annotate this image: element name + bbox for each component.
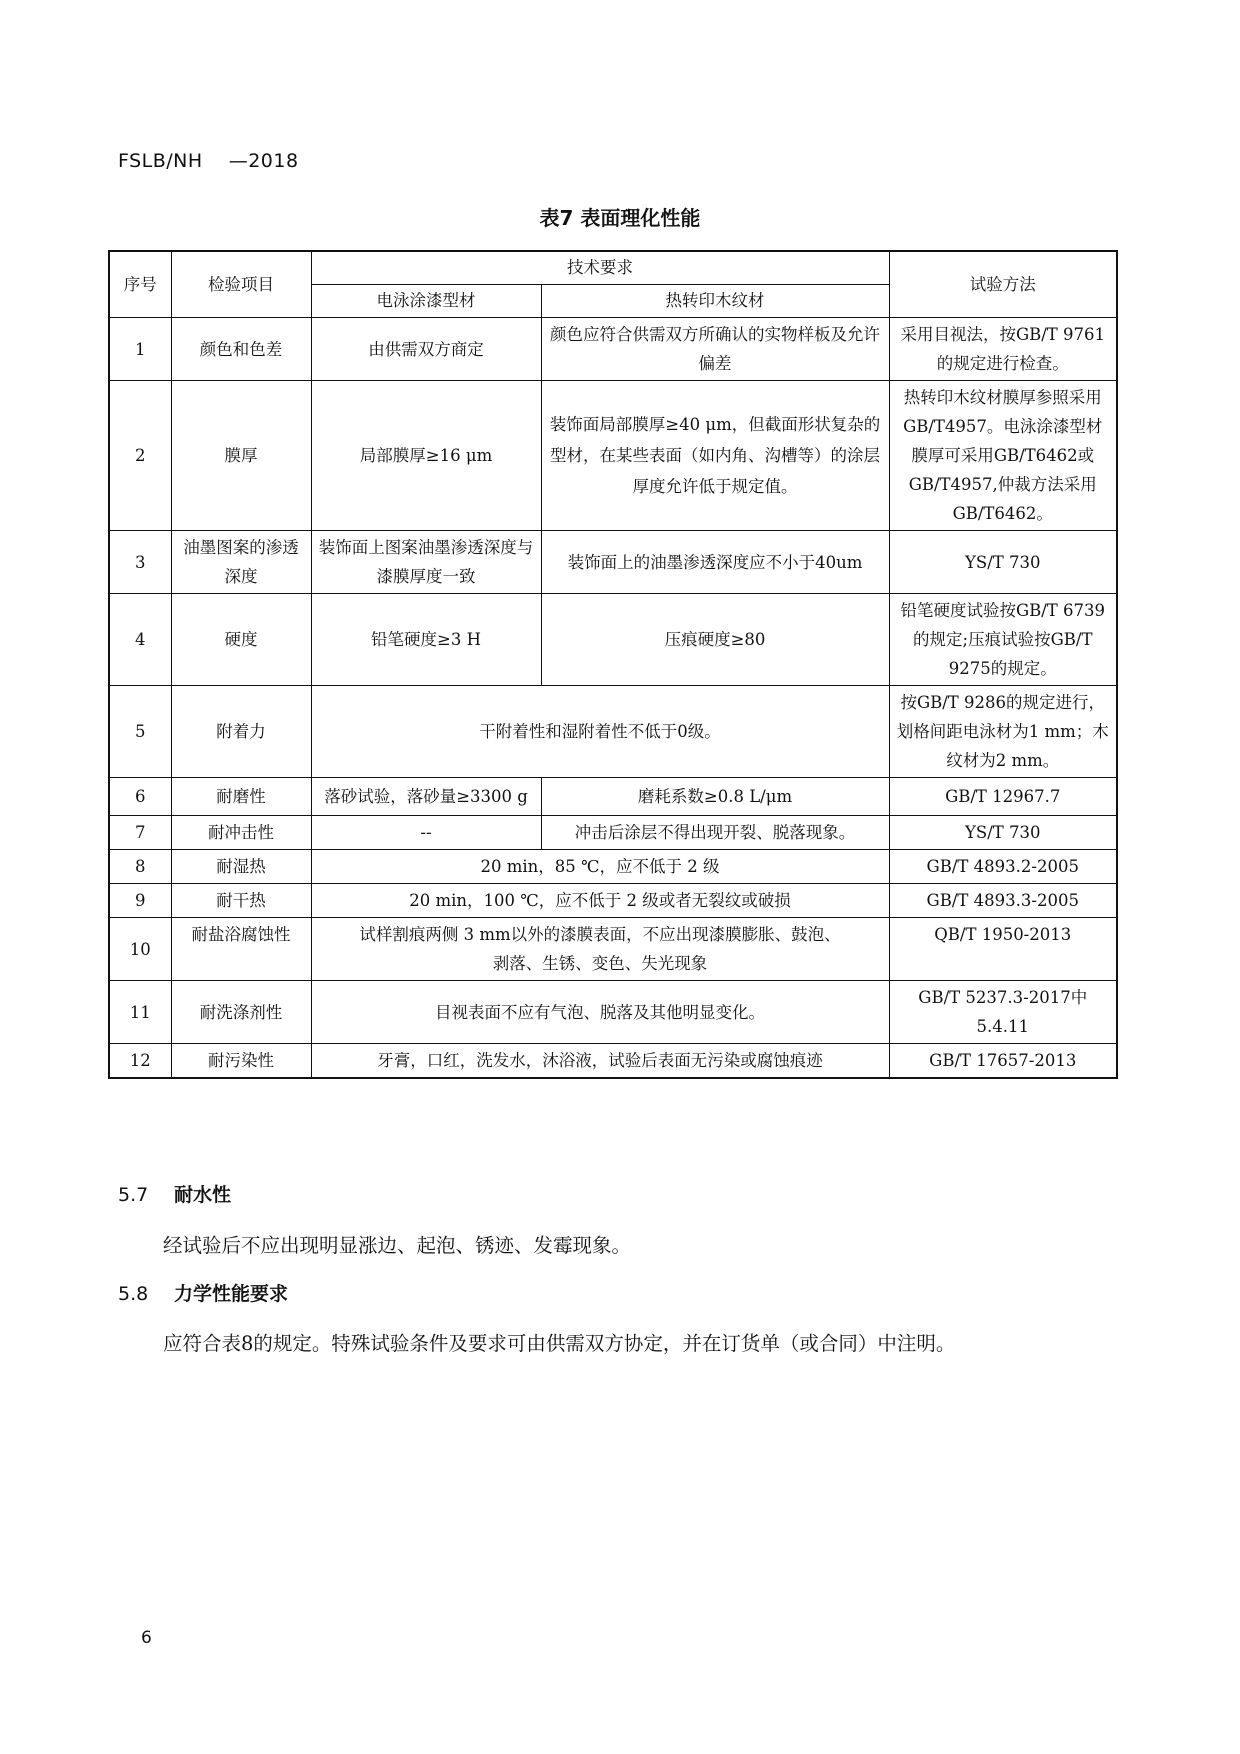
cell-method: GB/T 4893.3-2005 (889, 884, 1117, 918)
cell-item: 颜色和色差 (171, 318, 311, 381)
table-row (109, 1044, 1117, 1079)
table-row (109, 850, 1117, 884)
cell-method: QB/T 1950-2013 (889, 918, 1117, 981)
table-row (109, 778, 1117, 816)
header-method: 试验方法 (889, 251, 1117, 318)
section-number: 5.8 (118, 1283, 149, 1305)
cell-seq: 1 (109, 318, 171, 381)
standard-year: —2018 (228, 150, 299, 172)
cell-item: 耐干热 (171, 884, 311, 918)
cell-method: YS/T 730 (889, 531, 1117, 594)
cell-item: 耐盐浴腐蚀性 (171, 918, 311, 981)
cell-item: 膜厚 (171, 381, 311, 531)
table-header-row (109, 251, 1117, 285)
cell-method: 按GB/T 9286的规定进行，划格间距电泳材为1 mm；木纹材为2 mm。 (889, 686, 1117, 778)
cell-electrophoretic: 装饰面上图案油墨渗透深度与漆膜厚度一致 (311, 531, 541, 594)
cell-merged-requirement: 牙膏，口红，洗发水，沐浴液，试验后表面无污染或腐蚀痕迹 (311, 1044, 889, 1079)
header-sub-electrophoretic: 电泳涂漆型材 (311, 285, 541, 318)
cell-seq: 11 (109, 981, 171, 1044)
cell-electrophoretic: -- (311, 816, 541, 850)
table-row (109, 918, 1117, 981)
cell-woodgrain: 磨耗系数≥0.8 L/μm (541, 778, 889, 816)
cell-electrophoretic: 落砂试验，落砂量≥3300 g (311, 778, 541, 816)
surface-properties-table (108, 250, 1118, 1079)
page-number: 6 (141, 1628, 152, 1648)
table-row (109, 531, 1117, 594)
section-heading-5-7 (118, 1180, 231, 1207)
cell-woodgrain: 装饰面上的油墨渗透深度应不小于40um (541, 531, 889, 594)
cell-merged-requirement: 20 min，85 ℃，应不低于 2 级 (311, 850, 889, 884)
cell-woodgrain: 压痕硬度≥80 (541, 594, 889, 686)
cell-seq: 12 (109, 1044, 171, 1079)
header-tech: 技术要求 (311, 251, 889, 285)
cell-item: 硬度 (171, 594, 311, 686)
cell-item: 耐洗涤剂性 (171, 981, 311, 1044)
cell-seq: 9 (109, 884, 171, 918)
section-title: 力学性能要求 (174, 1283, 289, 1305)
cell-method: YS/T 730 (889, 816, 1117, 850)
table-row (109, 884, 1117, 918)
table-row (109, 318, 1117, 381)
cell-item: 耐湿热 (171, 850, 311, 884)
cell-electrophoretic: 铅笔硬度≥3 H (311, 594, 541, 686)
cell-method: GB/T 12967.7 (889, 778, 1117, 816)
cell-item: 耐污染性 (171, 1044, 311, 1079)
cell-item: 附着力 (171, 686, 311, 778)
cell-method: GB/T 17657-2013 (889, 1044, 1117, 1079)
cell-seq: 10 (109, 918, 171, 981)
cell-merged-requirement: 目视表面不应有气泡、脱落及其他明显变化。 (311, 981, 889, 1044)
table-row (109, 816, 1117, 850)
cell-seq: 4 (109, 594, 171, 686)
standard-code: FSLB/NH (118, 150, 203, 172)
cell-seq: 7 (109, 816, 171, 850)
cell-seq: 8 (109, 850, 171, 884)
document-code (118, 150, 299, 172)
table-row (109, 686, 1117, 778)
cell-woodgrain: 冲击后涂层不得出现开裂、脱落现象。 (541, 816, 889, 850)
section-paragraph: 经试验后不应出现明显涨边、起泡、锈迹、发霉现象。 (163, 1234, 632, 1257)
cell-item: 油墨图案的渗透深度 (171, 531, 311, 594)
table-row (109, 381, 1117, 531)
cell-electrophoretic: 由供需双方商定 (311, 318, 541, 381)
cell-method: 采用目视法，按GB/T 9761的规定进行检查。 (889, 318, 1117, 381)
table-row (109, 594, 1117, 686)
cell-merged-requirement: 干附着性和湿附着性不低于0级。 (311, 686, 889, 778)
header-seq: 序号 (109, 251, 171, 318)
section-title: 耐水性 (174, 1184, 232, 1206)
cell-merged-requirement: 20 min，100 ℃，应不低于 2 级或者无裂纹或破损 (311, 884, 889, 918)
section-number: 5.7 (118, 1184, 149, 1206)
cell-item: 耐磨性 (171, 778, 311, 816)
cell-method: 热转印木纹材膜厚参照采用GB/T4957。电泳涂漆型材膜厚可采用GB/T6462或GB/T4957,仲裁方法采用GB/T6462。 (889, 381, 1117, 531)
cell-method: 铅笔硬度试验按GB/T 6739的规定;压痕试验按GB/T 9275的规定。 (889, 594, 1117, 686)
cell-item: 耐冲击性 (171, 816, 311, 850)
header-item: 检验项目 (171, 251, 311, 318)
cell-seq: 5 (109, 686, 171, 778)
cell-woodgrain: 装饰面局部膜厚≥40 μm，但截面形状复杂的型材，在某些表面（如内角、沟槽等）的涂层厚度允许低于规定值。 (541, 381, 889, 531)
cell-seq: 2 (109, 381, 171, 531)
section-paragraph: 应符合表8的规定。特殊试验条件及要求可由供需双方协定，并在订货单（或合同）中注明。 (163, 1332, 956, 1355)
section-heading-5-8 (118, 1279, 288, 1306)
header-sub-woodgrain: 热转印木纹材 (541, 285, 889, 318)
table-row (109, 981, 1117, 1044)
table-caption: 表7 表面理化性能 (539, 206, 701, 230)
cell-seq: 6 (109, 778, 171, 816)
cell-seq: 3 (109, 531, 171, 594)
cell-merged-requirement: 试样割痕两侧 3 mm以外的漆膜表面，不应出现漆膜膨胀、鼓泡、剥落、生锈、变色、失光现象 (311, 918, 889, 981)
cell-method: GB/T 5237.3-2017中5.4.11 (889, 981, 1117, 1044)
cell-electrophoretic: 局部膜厚≥16 μm (311, 381, 541, 531)
cell-method: GB/T 4893.2-2005 (889, 850, 1117, 884)
cell-woodgrain: 颜色应符合供需双方所确认的实物样板及允许偏差 (541, 318, 889, 381)
